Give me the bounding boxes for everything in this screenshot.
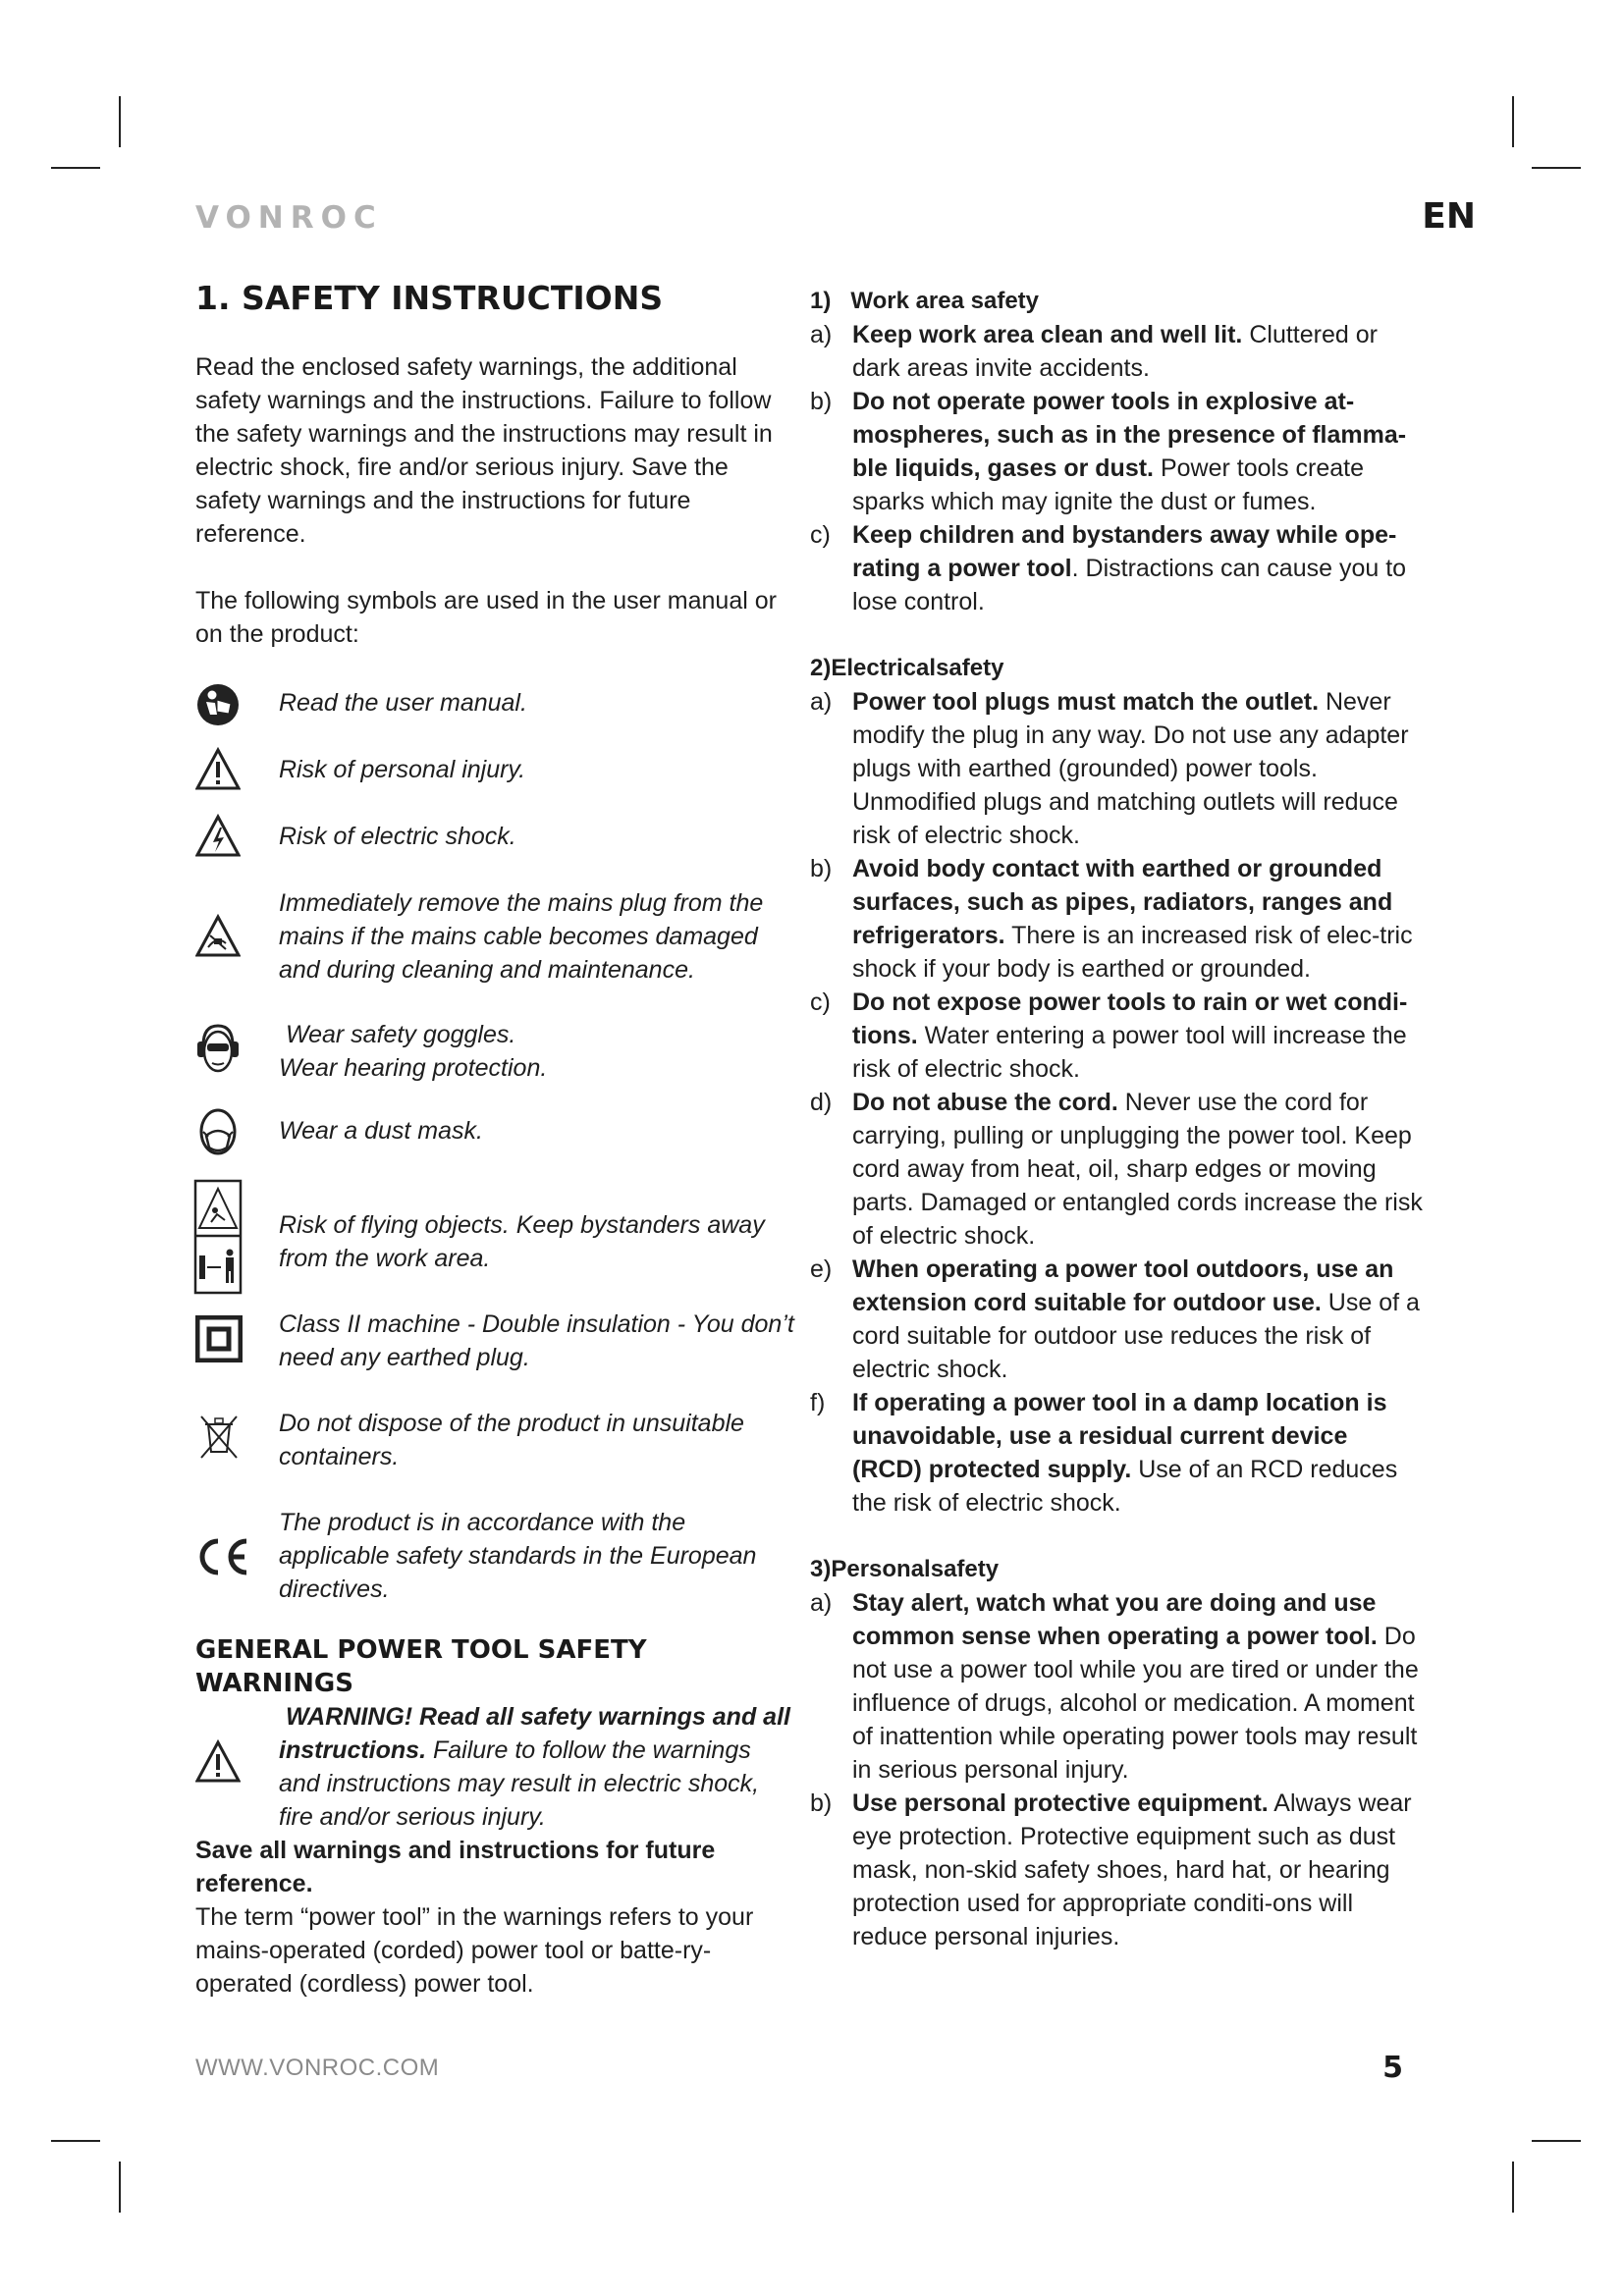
symbol-text: Read the user manual. [279, 689, 527, 717]
crop-mark [51, 2140, 100, 2142]
item-text: Cluttered or dark areas invite accidents. [852, 321, 1378, 382]
item-text: Never modify the plug in any way. Do not use any adapter plugs with earthed (grounded) power tools. Unmodified plugs and matching outlets will reduce risk of electric shock. [852, 688, 1409, 849]
symbol-text: The product is in accordance with the applicable safety standards in the European directives. [279, 1509, 757, 1603]
list-item [810, 1253, 1424, 1386]
list-item [810, 852, 1424, 986]
item-text: Water entering a power tool will increase the risk of electric shock. [852, 1022, 1407, 1083]
item-label: b) [810, 388, 833, 415]
warning-text: Failure to follow the warnings and instructions may result in electric shock, fire and/or serious injury. [279, 1736, 760, 1831]
crop-mark [1512, 2162, 1514, 2213]
left-column [195, 279, 796, 2001]
crop-mark [119, 96, 121, 147]
symbols-intro: The following symbols are used in the user manual or on the product: [195, 587, 777, 648]
item-bold: Do not abuse the cord. [852, 1089, 1118, 1116]
right-column [810, 285, 1424, 1953]
item-label: d) [810, 1089, 833, 1116]
item-bold: Avoid body contact with earthed or grounded surfaces, such as pipes, radiators, ranges and refrigerators. [852, 855, 1393, 949]
item-text: Always wear eye protection. Protective equipment such as dust mask, non-skid safety shoes, hard hat, or hearing protection used for appropriate conditi-ons will reduce personal injuries. [852, 1789, 1412, 1950]
warning-bold-text: WARNING! Read all safety warnings and all instructions. [279, 1703, 797, 1764]
symbol-row [195, 1208, 796, 1275]
crop-mark [1512, 96, 1514, 147]
symbol-row [195, 820, 796, 859]
crop-mark [1532, 2140, 1581, 2142]
list-item [810, 1787, 1424, 1953]
list-item [810, 518, 1424, 618]
symbol-row [195, 753, 796, 792]
warning-icon [195, 1739, 241, 1785]
list-item [810, 1386, 1424, 1520]
crop-mark [119, 2162, 121, 2213]
list-item [810, 986, 1424, 1086]
item-label: e) [810, 1255, 833, 1283]
item-label: a) [810, 1589, 833, 1617]
item-bold: Keep work area clean and well lit. [852, 321, 1243, 348]
item-bold: Use personal protective equipment. [852, 1789, 1269, 1817]
list-item [810, 1086, 1424, 1253]
symbol-text: Risk of personal injury. [279, 756, 526, 783]
symbol-row [195, 686, 796, 725]
weee-bin-icon [197, 1413, 241, 1460]
symbol-text: Do not dispose of the product in unsuitable containers. [279, 1410, 744, 1470]
symbol-row [195, 1114, 796, 1153]
symbol-row [195, 886, 796, 987]
symbol-text: Wear safety goggles. [279, 1021, 516, 1048]
item-text: Power tools create sparks which may ignite the dust or fumes. [852, 454, 1365, 515]
symbol-row [195, 1308, 796, 1374]
item-label: a) [810, 321, 833, 348]
manual-icon [195, 682, 241, 727]
symbol-text: Risk of electric shock. [279, 823, 516, 850]
item-text: There is an increased risk of elec-tric shock if your body is earthed or grounded. [852, 922, 1413, 983]
language-code: EN [1422, 196, 1476, 237]
item-text: Use of a cord suitable for outdoor use reduces the risk of electric shock. [852, 1289, 1420, 1383]
symbol-row [195, 1407, 796, 1473]
symbol-row [195, 1018, 796, 1087]
general-warning-block [195, 1700, 796, 1834]
electrical-safety-title: 2)Electricalsafety [810, 655, 1004, 681]
item-text: Do not use a power tool while you are tired or under the influence of drugs, alcohol or medication. A moment of inattention while operating power tools may result in serious personal injury. [852, 1623, 1419, 1784]
item-bold: Power tool plugs must match the outlet. [852, 688, 1320, 716]
symbol-text: Immediately remove the mains plug from the mains if the mains cable becomes damaged and during cleaning and maintenance. [279, 889, 764, 984]
item-label: b) [810, 855, 833, 882]
symbol-text: Risk of flying objects. Keep bystanders away from the work area. [279, 1211, 765, 1272]
page-title: 1. SAFETY INSTRUCTIONS [195, 279, 664, 317]
item-bold: Do not operate power tools in explosive at-mospheres, such as in the presence of flamma-ble liquids, gases or dust. [852, 388, 1407, 482]
footer-url: WWW.VONROC.COM [195, 2055, 440, 2081]
intro-paragraph: Read the enclosed safety warnings, the additional safety warnings and the instructions. Failure to follow the safety warnings and the instructions may result in electric shock, fire and/or serious injury. Save the safety warnings and the instructions for future reference. [195, 353, 773, 548]
item-text: Use of an RCD reduces the risk of electric shock. [852, 1456, 1398, 1517]
save-instructions: Save all warnings and instructions for future reference. [195, 1837, 716, 1897]
list-item [810, 685, 1424, 852]
ce-mark-icon [193, 1537, 252, 1576]
crop-mark [51, 167, 100, 169]
work-area-title: 1) Work area safety [810, 288, 1040, 314]
list-item [810, 385, 1424, 518]
item-bold: Do not expose power tools to rain or wet condi-tions. [852, 988, 1408, 1049]
symbol-text: Wear a dust mask. [279, 1117, 483, 1145]
item-label: c) [810, 988, 831, 1016]
brand-logo: VONROC [195, 200, 383, 236]
class-ii-icon [195, 1315, 243, 1362]
item-text: . Distractions can cause you to lose control. [852, 555, 1407, 615]
symbol-text: Class II machine - Double insulation - You don’t need any earthed plug. [279, 1310, 794, 1371]
list-item [810, 1586, 1424, 1787]
crop-mark [1532, 167, 1581, 169]
flying-objects-icon [193, 1179, 243, 1295]
dust-mask-icon [195, 1106, 241, 1159]
list-item [810, 318, 1424, 385]
term-definition: The term “power tool” in the warnings refers to your mains-operated (corded) power tool or batte-ry-operated (cordless) power tool. [195, 1903, 754, 1998]
item-label: a) [810, 688, 833, 716]
item-bold: When operating a power tool outdoors, use an extension cord suitable for outdoor use. [852, 1255, 1394, 1316]
item-label: c) [810, 521, 831, 549]
item-bold: Keep children and bystanders away while ope-rating a power tool [852, 521, 1397, 582]
symbol-row [195, 1506, 796, 1606]
electric-shock-icon [195, 814, 241, 859]
page-number: 5 [1382, 2051, 1403, 2085]
item-label: b) [810, 1789, 833, 1817]
warning-icon [195, 747, 241, 792]
item-bold: Stay alert, watch what you are doing and use common sense when operating a power tool. [852, 1589, 1378, 1650]
item-bold: If operating a power tool in a damp location is unavoidable, use a residual current device (RCD) protected supply. [852, 1389, 1387, 1483]
goggles-ear-protection-icon [195, 1022, 241, 1075]
symbol-text: Wear hearing protection. [279, 1054, 548, 1082]
item-label: f) [810, 1389, 826, 1416]
general-warnings-title: GENERAL POWER TOOL SAFETY WARNINGS [195, 1635, 647, 1698]
item-text: Never use the cord for carrying, pulling or unplugging the power tool. Keep cord away from heat, oil, sharp edges or moving parts. Damaged or entangled cords increase the risk of electric shock. [852, 1089, 1423, 1250]
personal-safety-title: 3)Personalsafety [810, 1556, 1000, 1582]
unplug-icon [195, 914, 241, 959]
